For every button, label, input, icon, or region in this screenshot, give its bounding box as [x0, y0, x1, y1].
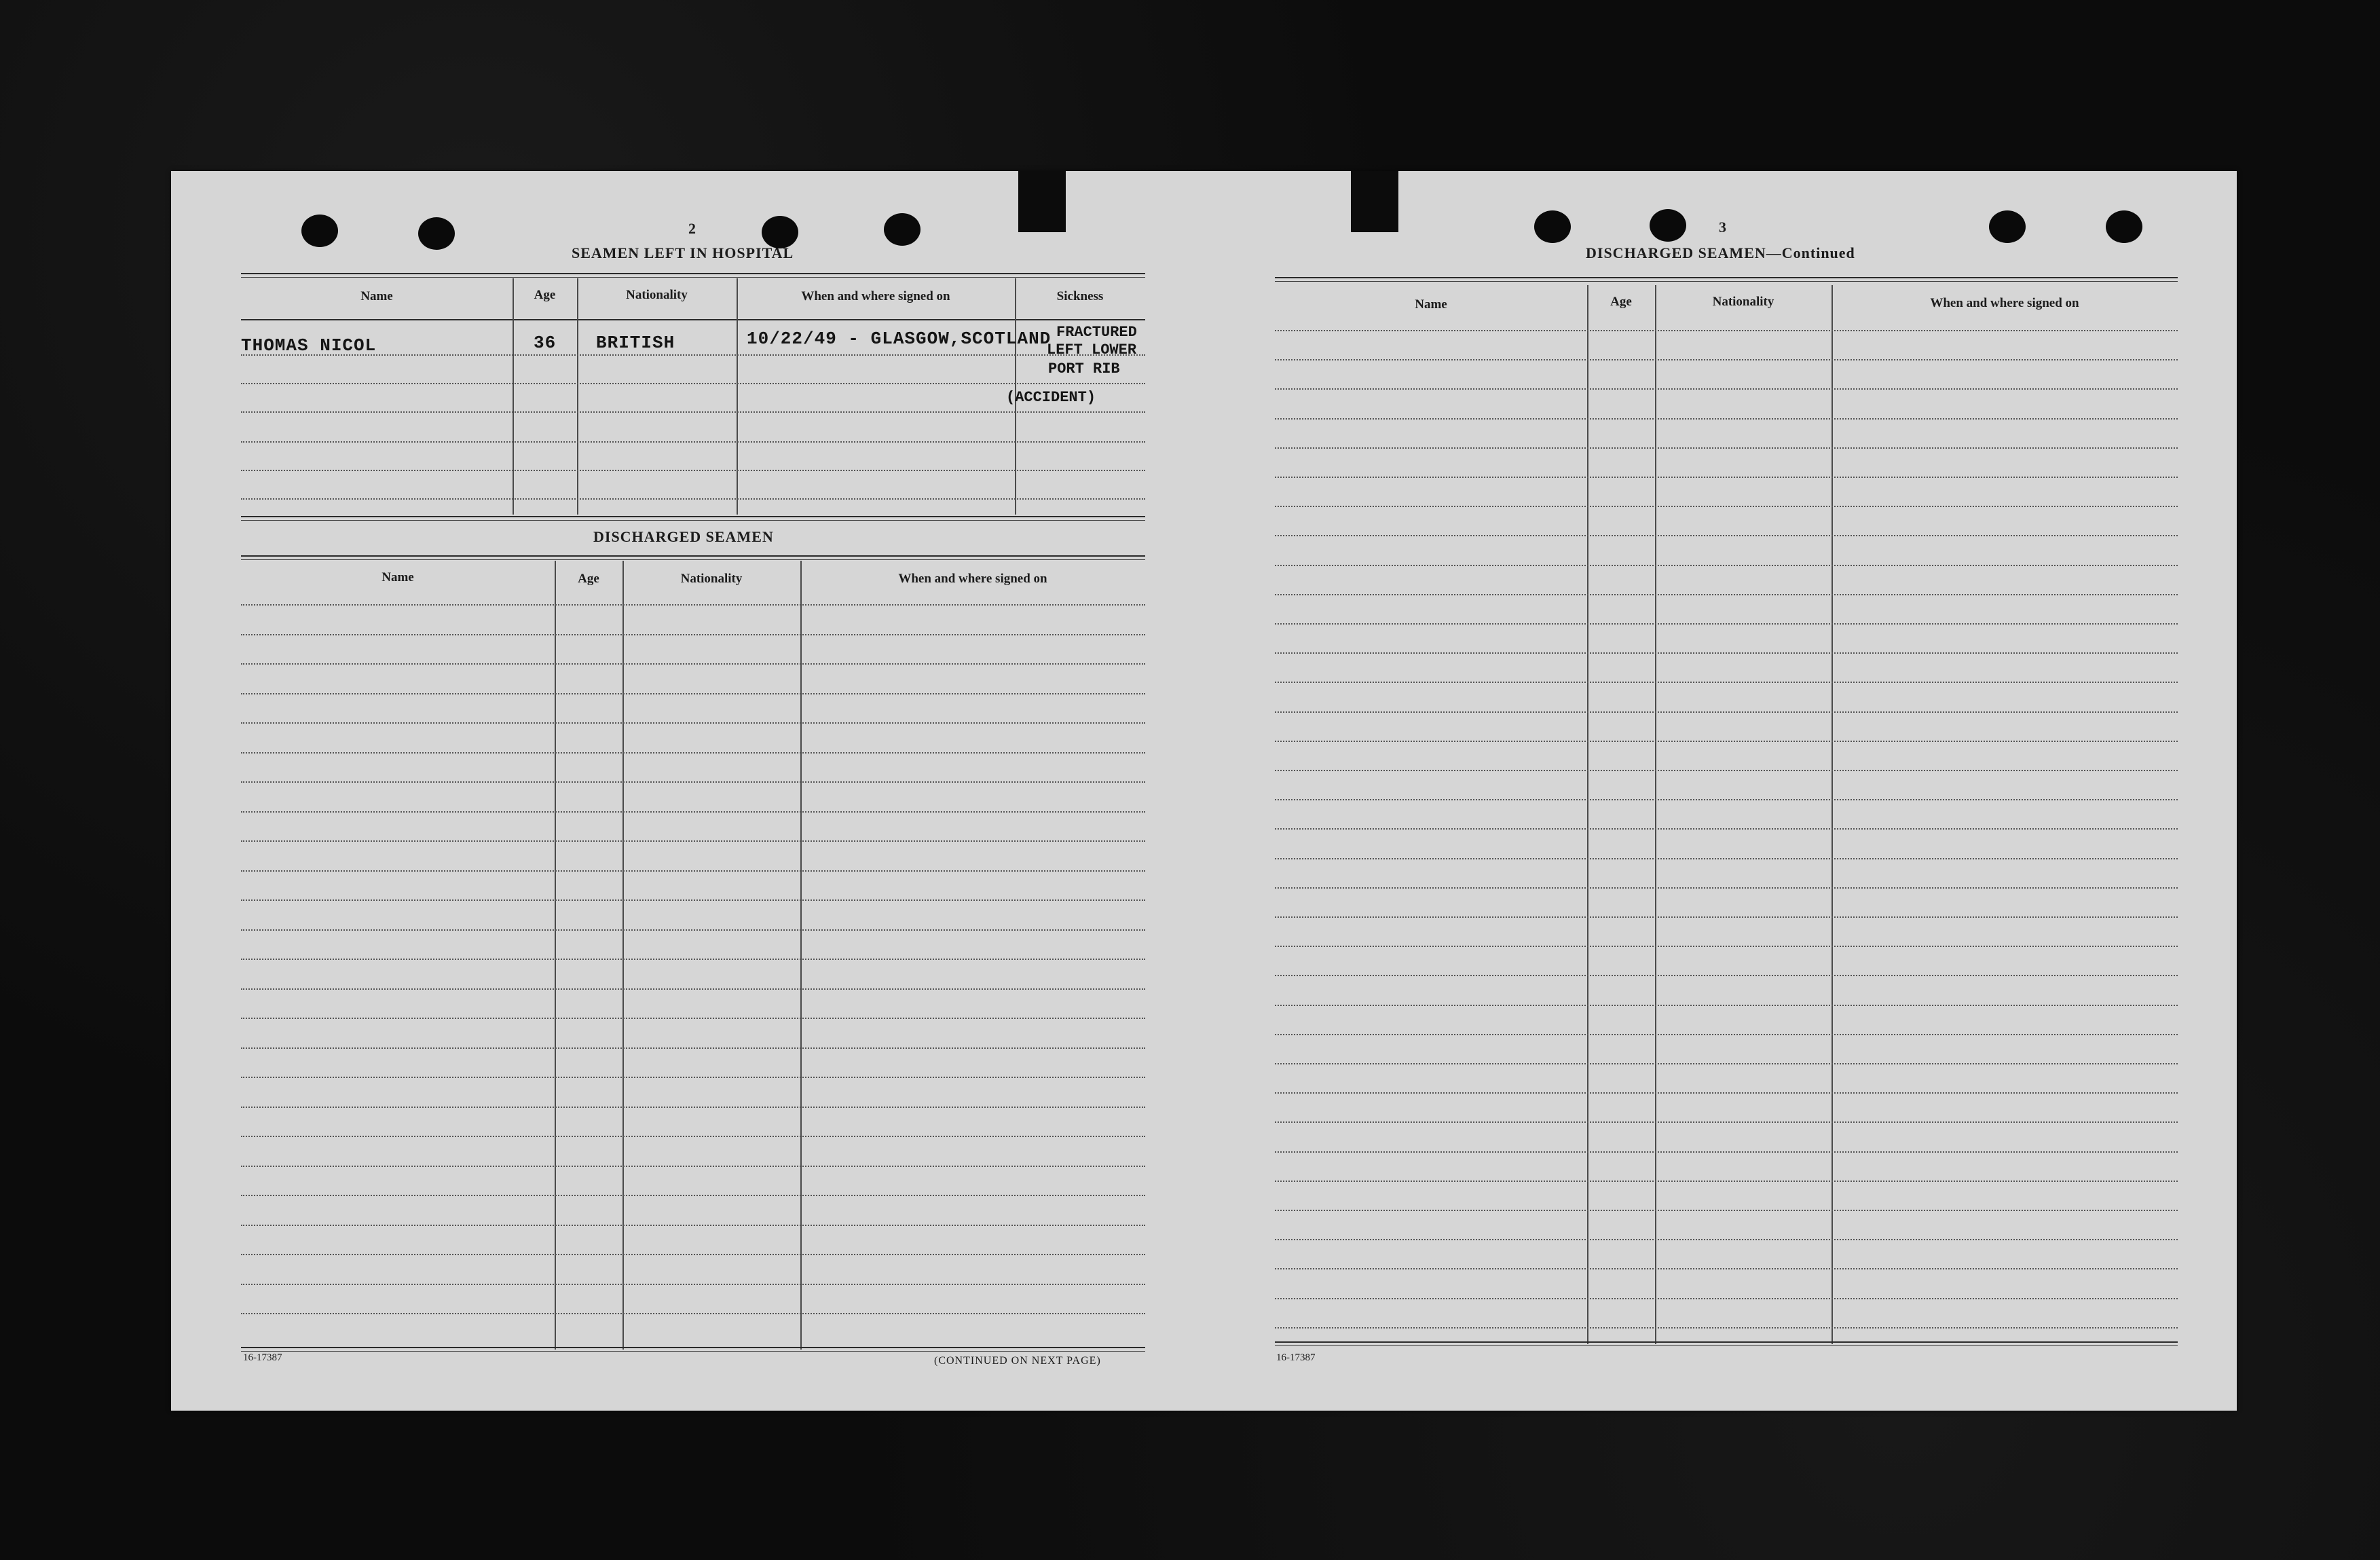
bottom-rule: [1275, 1341, 2178, 1343]
row-line: [1275, 1121, 2178, 1123]
header-rule: [241, 319, 1145, 320]
col-header-age: Age: [534, 288, 556, 302]
row-line: [1275, 916, 2178, 918]
col-header-sickness: Sickness: [1056, 289, 1104, 303]
hospital-section-title: SEAMEN LEFT IN HOSPITAL: [572, 244, 794, 261]
entry-note: (ACCIDENT): [1006, 389, 1096, 406]
section-rule: [241, 555, 1145, 557]
row-line: [241, 1195, 1145, 1196]
row-line: [1275, 1063, 2178, 1064]
row-line: [241, 1313, 1145, 1314]
row-line: [1275, 1151, 2178, 1153]
col-header-age: Age: [578, 572, 599, 586]
row-line: [1275, 828, 2178, 830]
entry-name: THOMAS NICOL: [241, 335, 377, 356]
row-line: [1275, 682, 2178, 683]
row-line: [1275, 388, 2178, 390]
binder-hole: [1534, 210, 1571, 243]
spine-notch-left: [1018, 171, 1066, 232]
entry-signed-on: 10/22/49 - GLASGOW,SCOTLAND: [747, 329, 1052, 349]
form-number: 16-17387: [1276, 1352, 1316, 1363]
row-line: [1275, 447, 2178, 449]
binder-hole: [2106, 210, 2142, 243]
row-line: [1275, 799, 2178, 800]
col-header-nationality: Nationality: [1712, 295, 1774, 309]
binder-hole: [1989, 210, 2026, 243]
row-line: [1275, 1181, 2178, 1182]
row-line: [1275, 1210, 2178, 1211]
row-line: [241, 1136, 1145, 1137]
row-line: [241, 988, 1145, 990]
row-line: [241, 1077, 1145, 1078]
column-divider: [513, 278, 514, 515]
row-line: [241, 604, 1145, 606]
binder-hole: [1650, 209, 1686, 242]
bottom-rule: [241, 1347, 1145, 1348]
row-line: [1275, 858, 2178, 859]
form-number: 16-17387: [243, 1352, 282, 1363]
row-line: [241, 634, 1145, 635]
column-divider: [555, 561, 556, 1350]
binder-hole: [301, 215, 338, 247]
row-line: [241, 1018, 1145, 1019]
row-line: [1275, 887, 2178, 889]
row-line: [241, 722, 1145, 724]
col-header-name: Name: [1415, 297, 1447, 312]
row-line: [1275, 330, 2178, 331]
column-divider: [622, 561, 624, 1350]
section-rule: [241, 516, 1145, 517]
row-line: [1275, 594, 2178, 595]
column-divider: [737, 278, 738, 515]
entry-sickness-line: PORT RIB: [1048, 360, 1120, 377]
col-header-nationality: Nationality: [626, 288, 688, 302]
row-line: [241, 959, 1145, 960]
section-rule: [1275, 277, 2178, 278]
row-line: [1275, 711, 2178, 713]
row-line: [1275, 359, 2178, 360]
row-line: [241, 663, 1145, 665]
entry-sickness-line: LEFT LOWER: [1047, 341, 1137, 358]
row-line: [241, 693, 1145, 694]
row-line: [241, 1254, 1145, 1255]
row-line: [1275, 1239, 2178, 1240]
section-rule: [241, 273, 1145, 274]
row-line: [241, 498, 1145, 500]
row-line: [241, 752, 1145, 754]
row-line: [241, 870, 1145, 872]
page-number: 3: [1719, 219, 1726, 236]
row-line: [241, 781, 1145, 783]
row-line: [241, 354, 1145, 356]
column-divider: [1587, 285, 1588, 1344]
row-line: [1275, 652, 2178, 654]
row-line: [1275, 1034, 2178, 1035]
row-line: [1275, 623, 2178, 625]
column-divider: [800, 561, 802, 1350]
row-line: [1275, 1298, 2178, 1299]
col-header-name: Name: [382, 570, 414, 584]
column-divider: [1655, 285, 1656, 1344]
row-line: [1275, 1092, 2178, 1094]
entry-age: 36: [534, 333, 557, 353]
column-divider: [577, 278, 578, 515]
row-line: [241, 411, 1145, 413]
entry-sickness-line: FRACTURED: [1056, 324, 1137, 341]
continued-note: (CONTINUED ON NEXT PAGE): [934, 1355, 1101, 1367]
binder-hole: [418, 217, 455, 250]
row-line: [1275, 565, 2178, 566]
discharged-continued-title: DISCHARGED SEAMEN—Continued: [1586, 244, 1855, 261]
row-line: [241, 811, 1145, 813]
row-line: [241, 470, 1145, 471]
col-header-signed-on: When and where signed on: [898, 572, 1047, 586]
discharged-section-title: DISCHARGED SEAMEN: [593, 528, 774, 545]
row-line: [241, 1284, 1145, 1285]
row-line: [1275, 770, 2178, 771]
row-line: [1275, 418, 2178, 420]
column-divider: [1832, 285, 1833, 1344]
row-line: [241, 441, 1145, 443]
row-line: [1275, 946, 2178, 947]
row-line: [1275, 506, 2178, 507]
row-line: [241, 899, 1145, 901]
row-line: [1275, 477, 2178, 478]
row-line: [241, 1107, 1145, 1108]
row-line: [241, 840, 1145, 842]
row-line: [1275, 1268, 2178, 1269]
col-header-signed-on: When and where signed on: [1930, 296, 2079, 310]
page-number: 2: [688, 220, 696, 237]
col-header-nationality: Nationality: [680, 572, 743, 586]
row-line: [1275, 535, 2178, 536]
col-header-name: Name: [360, 289, 393, 303]
row-line: [241, 929, 1145, 931]
row-line: [241, 1166, 1145, 1167]
row-line: [1275, 741, 2178, 742]
row-line: [1275, 1327, 2178, 1329]
binder-hole: [884, 213, 921, 246]
col-header-age: Age: [1610, 295, 1632, 309]
row-line: [1275, 975, 2178, 976]
binder-hole: [762, 216, 798, 248]
row-line: [1275, 1005, 2178, 1006]
row-line: [241, 383, 1145, 384]
col-header-signed-on: When and where signed on: [801, 289, 950, 303]
spine-notch-right: [1351, 171, 1398, 232]
row-line: [241, 1225, 1145, 1226]
entry-nationality: BRITISH: [596, 333, 675, 353]
row-line: [241, 1047, 1145, 1049]
